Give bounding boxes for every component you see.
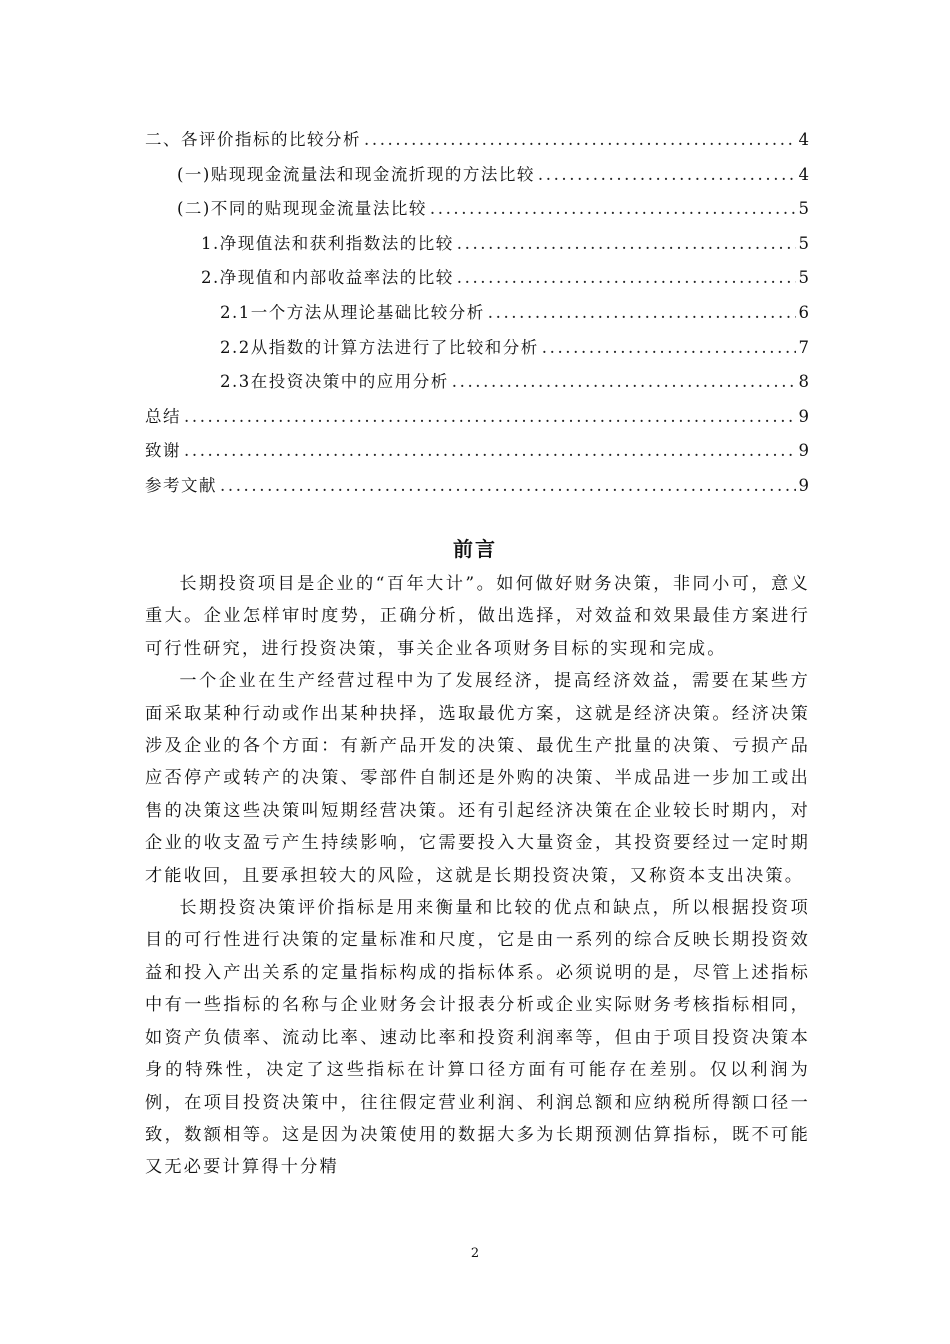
toc-entry[interactable] xyxy=(145,469,809,504)
toc-leader-dots xyxy=(220,469,796,504)
toc-entry-title: 2.3在投资决策中的应用分析 xyxy=(220,372,449,392)
paragraph: 长期投资项目是企业的“百年大计”。如何做好财务决策，非同小可，意义重大。企业怎样审时度势，正确分析，做出选择，对效益和效果最佳方案进行可行性研究，进行投资决策，事关企业各项财务目标的实现和完成。 xyxy=(145,574,810,659)
toc-entry-page: 5 xyxy=(798,233,809,253)
paragraph: 一个企业在生产经营过程中为了发展经济，提高经济效益，需要在某些方面采取某种行动或作出某种抉择，选取最优方案，这就是经济决策。经济决策涉及企业的各个方面：有新产品开发的决策、最优生产批量的决策、亏损产品应否停产或转产的决策、零部件自制还是外购的决策、半成品进一步加工或出售的决策这些决策叫短期经营决策。还有引起经济决策在企业较长时期内，对企业的收支盈亏产生持续影响，它需要投入大量资金，其投资要经过一定时期才能收回，且要承担较大的风险，这就是长期投资决策，又称资本支出决策。 xyxy=(145,671,810,886)
toc-leader-dots xyxy=(457,227,796,262)
toc-entry[interactable] xyxy=(145,434,809,469)
toc-entry-page: 5 xyxy=(798,199,809,219)
toc-entry-title: 1.净现值法和获利指数法的比较 xyxy=(201,233,454,253)
paragraph: 长期投资决策评价指标是用来衡量和比较的优点和缺点，所以根据投资项目的可行性进行决策的定量标准和尺度，它是由一系列的综合反映长期投资效益和投入产出关系的定量指标构成的指标体系。必须说明的是，尽管上述指标中有一些指标的名称与企业财务会计报表分析或企业实际财务考核指标相同，如资产负债率、流动比率、速动比率和投资利润率等，但由于项目投资决策本身的特殊性，决定了这些指标在计算口径方面有可能存在差别。仅以利润为例，在项目投资决策中，往往假定营业利润、利润总额和应纳税所得额口径一致，数额相等。这是因为决策使用的数据大多为长期预测估算指标，既不可能又无必要计算得十分精 xyxy=(145,898,810,1178)
toc-entry-title: (二)不同的贴现现金流量法比较 xyxy=(177,199,427,219)
toc-leader-dots xyxy=(430,192,796,227)
toc-entry-title: 2.净现值和内部收益率法的比较 xyxy=(201,268,454,288)
page-number: 2 xyxy=(470,1246,480,1261)
toc-entry-title: 致谢 xyxy=(145,441,181,461)
toc-entry-title: 2.2从指数的计算方法进行了比较和分析 xyxy=(220,337,539,357)
toc-entry[interactable] xyxy=(145,400,809,435)
toc-entry[interactable] xyxy=(145,296,809,331)
toc-entry[interactable] xyxy=(145,158,809,193)
table-of-contents xyxy=(145,123,809,504)
toc-leader-dots xyxy=(184,400,796,435)
toc-entry-title: 参考文献 xyxy=(145,475,217,495)
toc-entry[interactable] xyxy=(145,192,809,227)
toc-leader-dots xyxy=(542,331,796,366)
toc-entry-title: 总结 xyxy=(145,406,181,426)
preface-body xyxy=(145,568,810,1184)
toc-entry[interactable] xyxy=(145,365,809,400)
preface-heading: 前言 xyxy=(453,537,497,561)
toc-entry[interactable] xyxy=(145,331,809,366)
toc-entry-page: 9 xyxy=(798,406,809,426)
toc-leader-dots xyxy=(364,123,796,158)
toc-leader-dots xyxy=(452,365,796,400)
toc-entry-page: 5 xyxy=(798,268,809,288)
toc-leader-dots xyxy=(538,158,796,193)
toc-entry-page: 4 xyxy=(798,130,809,149)
toc-entry-page: 6 xyxy=(798,302,809,322)
toc-entry[interactable] xyxy=(145,123,809,158)
toc-entry-page: 9 xyxy=(798,441,809,461)
toc-entry-page: 8 xyxy=(798,372,809,392)
toc-leader-dots xyxy=(184,434,796,469)
toc-entry-page: 7 xyxy=(798,337,809,357)
toc-leader-dots xyxy=(457,261,796,296)
toc-entry[interactable] xyxy=(145,261,809,296)
toc-leader-dots xyxy=(488,296,796,331)
toc-entry[interactable] xyxy=(145,227,809,262)
toc-entry-title: 二、各评价指标的比较分析 xyxy=(145,130,361,149)
toc-entry-page: 9 xyxy=(798,475,809,495)
toc-entry-title: (一)贴现现金流量法和现金流折现的方法比较 xyxy=(177,164,535,184)
toc-entry-page: 4 xyxy=(798,164,809,184)
toc-entry-title: 2.1一个方法从理论基础比较分析 xyxy=(220,302,485,322)
